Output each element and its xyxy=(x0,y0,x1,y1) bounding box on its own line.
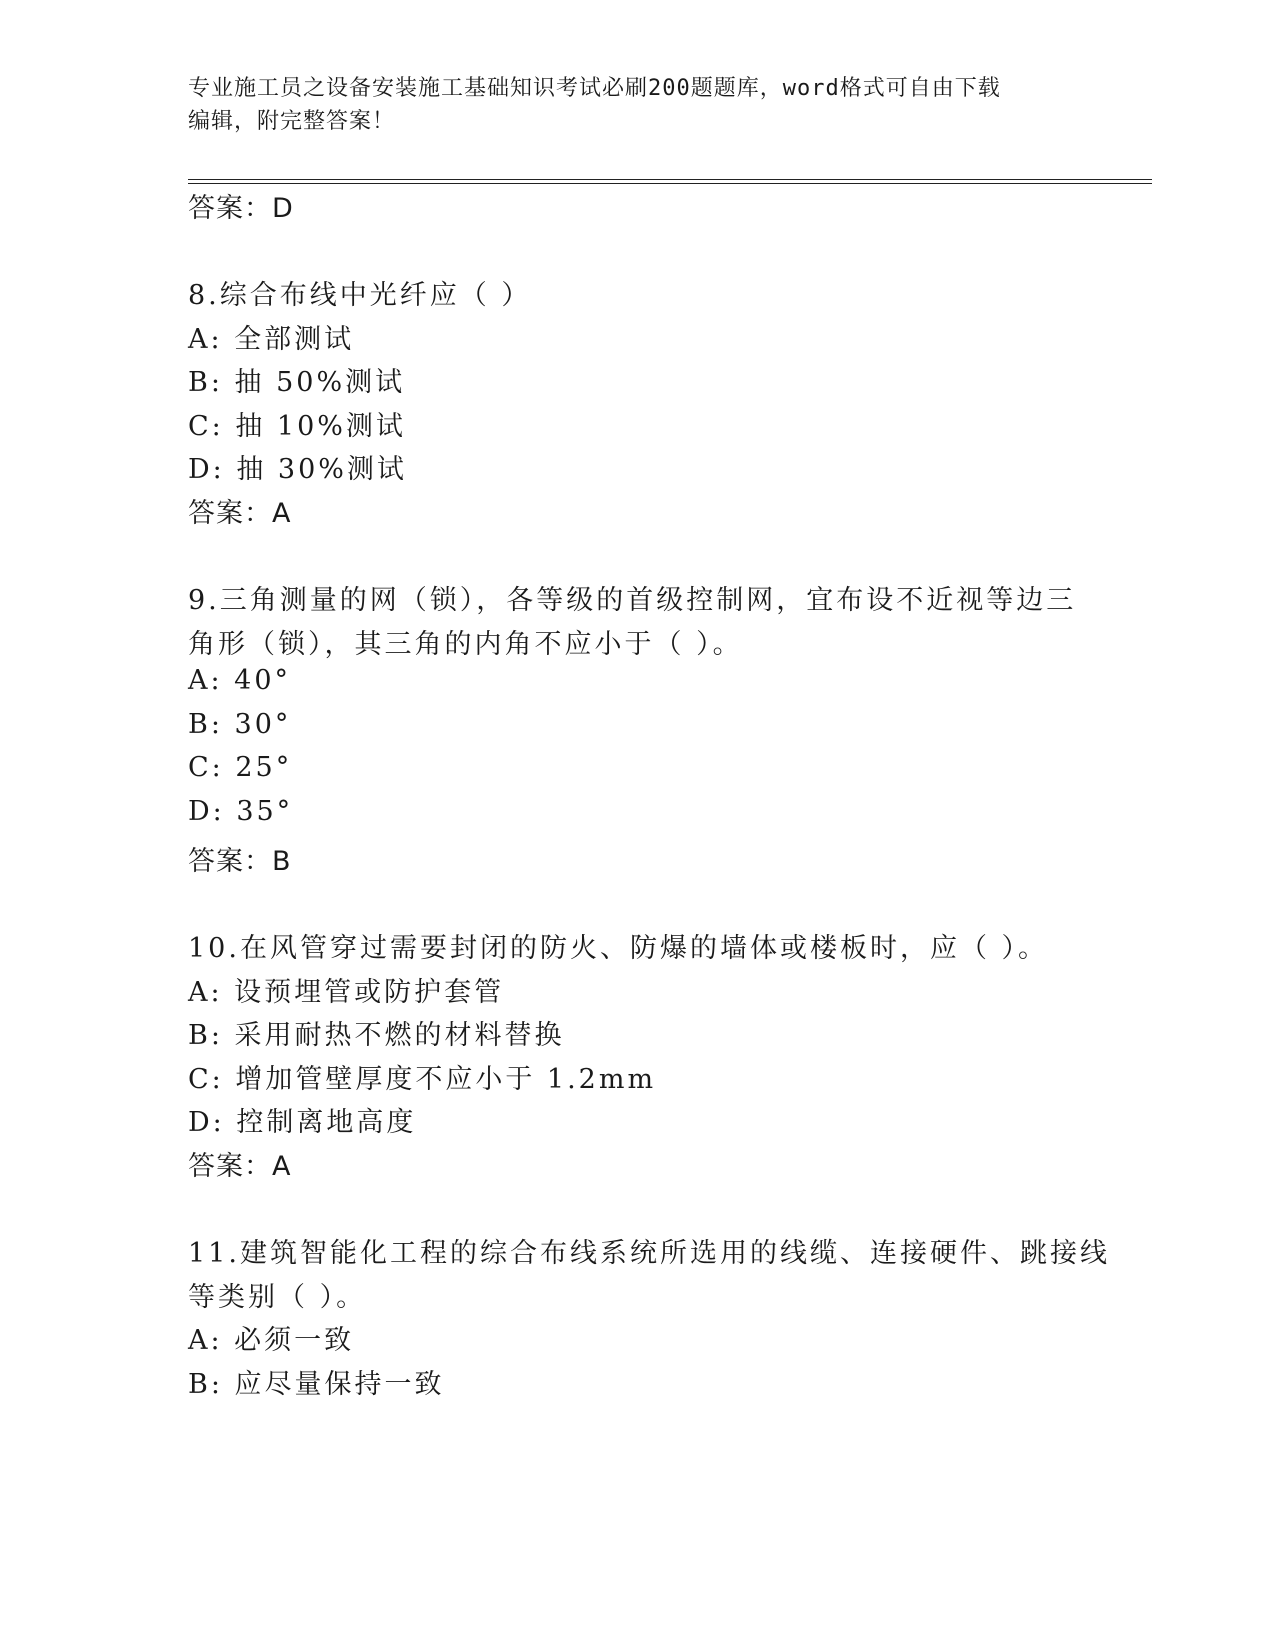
header-divider-top xyxy=(188,179,1152,180)
question-8-option-d: D: 抽 30%测试 xyxy=(188,454,407,485)
question-9-answer: 答案：B xyxy=(188,846,292,877)
question-9-option-b: B: 30° xyxy=(188,709,292,740)
header-line-1: 专业施工员之设备安装施工基础知识考试必刷200题题库，word格式可自由下载 xyxy=(188,76,1001,101)
header-divider-bottom xyxy=(188,183,1152,184)
question-9-stem-line-2: 角形（锁），其三角的内角不应小于（ ）。 xyxy=(188,629,743,660)
question-11-stem-line-2: 等类别（ ）。 xyxy=(188,1282,367,1313)
question-8-option-c: C: 抽 10%测试 xyxy=(188,411,406,442)
previous-answer: 答案：D xyxy=(188,193,294,224)
question-8-stem: 8.综合布线中光纤应（ ） xyxy=(188,280,532,311)
question-10-stem: 10.在风管穿过需要封闭的防火、防爆的墙体或楼板时，应（ ）。 xyxy=(188,933,1049,964)
question-11-option-b: B: 应尽量保持一致 xyxy=(188,1369,445,1400)
question-9-option-a: A: 40° xyxy=(188,665,292,696)
question-9-stem-line-1: 9.三角测量的网（锁），各等级的首级控制网，宜布设不近视等边三 xyxy=(188,585,1077,616)
question-11-option-a: A: 必须一致 xyxy=(188,1325,355,1356)
question-10-option-a: A: 设预埋管或防护套管 xyxy=(188,977,505,1008)
question-10-option-b: B: 采用耐热不燃的材料替换 xyxy=(188,1020,565,1051)
question-11-stem-line-1: 11.建筑智能化工程的综合布线系统所选用的线缆、连接硬件、跳接线 xyxy=(188,1238,1110,1269)
header-line-2: 编辑，附完整答案！ xyxy=(188,109,396,134)
question-10-answer: 答案：A xyxy=(188,1151,292,1182)
question-9-option-d: D: 35° xyxy=(188,796,294,827)
question-8-option-a: A: 全部测试 xyxy=(188,324,355,355)
question-8-answer: 答案：A xyxy=(188,498,292,529)
question-8-option-b: B: 抽 50%测试 xyxy=(188,367,406,398)
question-10-option-d: D: 控制离地高度 xyxy=(188,1107,417,1138)
document-header xyxy=(188,72,1088,138)
question-9-option-c: C: 25° xyxy=(188,752,293,783)
question-10-option-c: C: 增加管壁厚度不应小于 1.2mm xyxy=(188,1064,657,1095)
